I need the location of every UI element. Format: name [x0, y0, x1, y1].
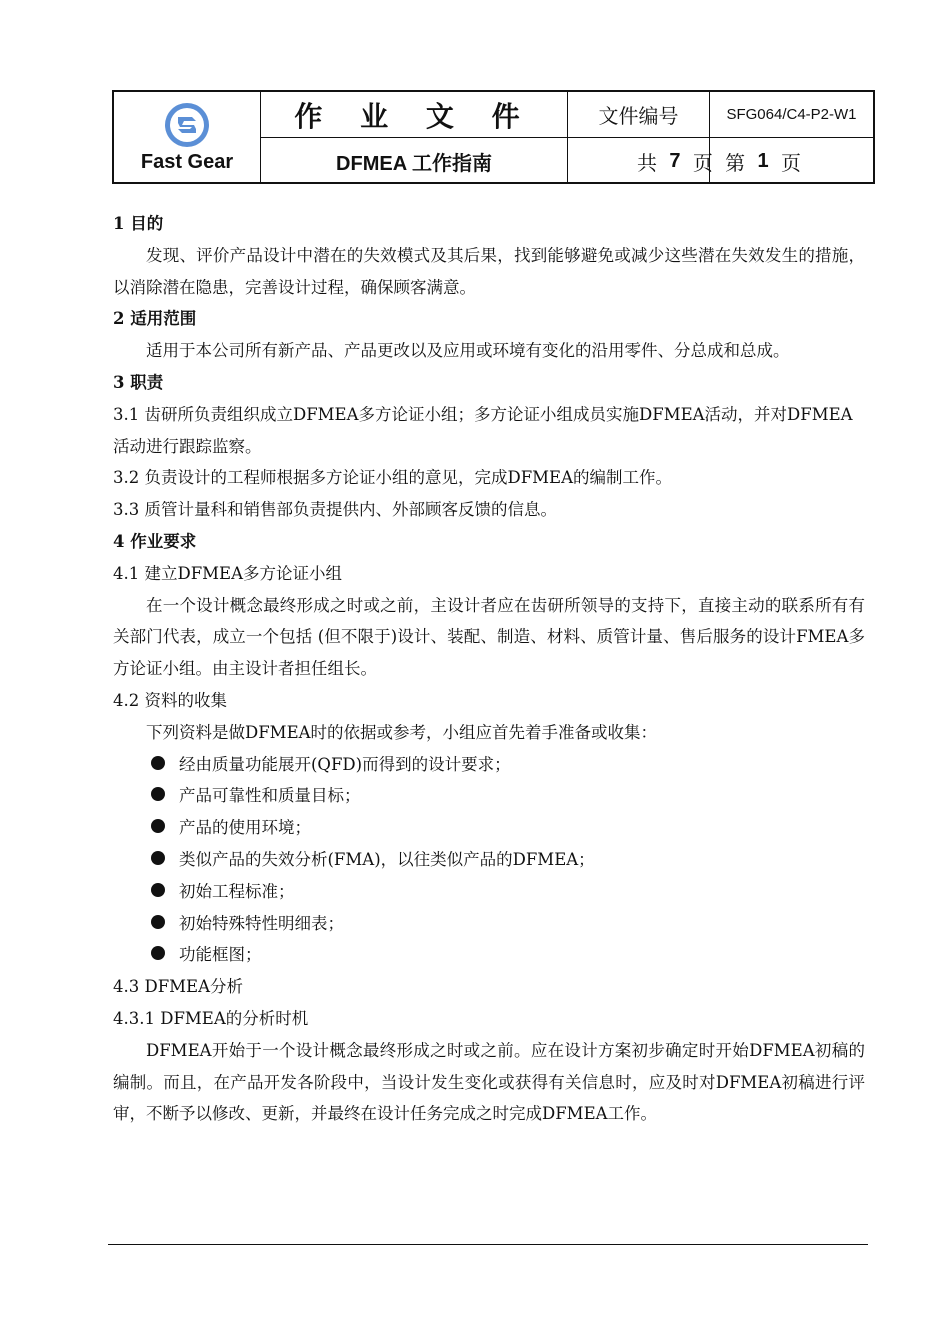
section-heading: 2 适用范围: [113, 309, 197, 329]
document-subtitle: DFMEA 工作指南: [336, 152, 492, 175]
company-name: Fast Gear: [140, 150, 234, 173]
paragraph: 3.2 负责设计的工程师根据多方论证小组的意见，完成DFMEA的编制工作。: [113, 468, 673, 488]
paragraph: 发现、评价产品设计中潜在的失效模式及其后果，找到能够避免或减少这些潜在失效发生的措施，以消除潜在隐患，完善设计过程，确保顾客满意。: [113, 245, 865, 297]
list-item: 类似产品的失效分析(FMA)，以往类似产品的DFMEA；: [113, 844, 865, 876]
list-item: 初始特殊特性明细表；: [113, 908, 865, 940]
bullet-icon: [151, 883, 165, 897]
list-item: 经由质量功能展开(QFD)而得到的设计要求；: [113, 749, 865, 781]
document-header-table: [112, 90, 875, 184]
doc-number-value: SFG064/C4-P2-W1: [726, 106, 857, 123]
company-logo: [114, 92, 260, 182]
bullet-icon: [151, 915, 165, 929]
paragraph: 3.1 齿研所负责组织成立DFMEA多方论证小组；多方论证小组成员实施DFMEA活动，并对DFMEA活动进行跟踪监察。: [113, 404, 853, 456]
bullet-list: [113, 749, 865, 972]
page-count: 共 7 页 第 1 页: [636, 149, 805, 175]
document-body: [113, 208, 865, 1130]
footer-divider: [108, 1244, 868, 1245]
paragraph: 适用于本公司所有新产品、产品更改以及应用或环境有变化的沿用零件、分总成和总成。: [146, 341, 790, 361]
subsection-heading: 4.1 建立DFMEA多方论证小组: [113, 563, 343, 583]
list-item: 产品的使用环境；: [113, 812, 865, 844]
bullet-icon: [151, 756, 165, 770]
paragraph: DFMEA开始于一个设计概念最终形成之时或之前。应在设计方案初步确定时开始DFMEA初稿的编制。而且，在产品开发各阶段中，当设计发生变化或获得有关信息时，应及时对DFMEA初稿进行评审，不断予以修改、更新，并最终在设计任务完成之时完成DFMEA工作。: [113, 1040, 865, 1124]
bullet-icon: [151, 851, 165, 865]
section-heading: 1 目的: [113, 214, 164, 233]
list-item: 产品可靠性和质量目标；: [113, 780, 865, 812]
subsection-heading: 4.3 DFMEA分析: [113, 977, 244, 997]
list-item: 功能框图；: [113, 939, 865, 971]
doc-number-label: 文件编号: [598, 104, 679, 128]
fast-gear-logo-icon: [162, 101, 212, 149]
paragraph: 在一个设计概念最终形成之时或之前，主设计者应在齿研所领导的支持下，直接主动的联系所有有关部门代表，成立一个包括 (但不限于)设计、装配、制造、材料、质管计量、售后服务的设计FMEA多方论证小组。由主设计者担任组长。: [113, 595, 865, 679]
subsection-heading: 4.3.1 DFMEA的分析时机: [113, 1008, 309, 1028]
subsection-heading: 4.2 资料的收集: [113, 690, 227, 710]
list-item: 初始工程标准；: [113, 876, 865, 908]
section-heading: 3 职责: [113, 372, 164, 392]
section-heading: 4 作业要求: [113, 531, 197, 551]
document-type-title: 作 业 文 件: [294, 99, 534, 133]
paragraph: 3.3 质管计量科和销售部负责提供内、外部顾客反馈的信息。: [113, 500, 557, 520]
paragraph: 下列资料是做DFMEA时的依据或参考，小组应首先着手准备或收集：: [146, 722, 658, 742]
